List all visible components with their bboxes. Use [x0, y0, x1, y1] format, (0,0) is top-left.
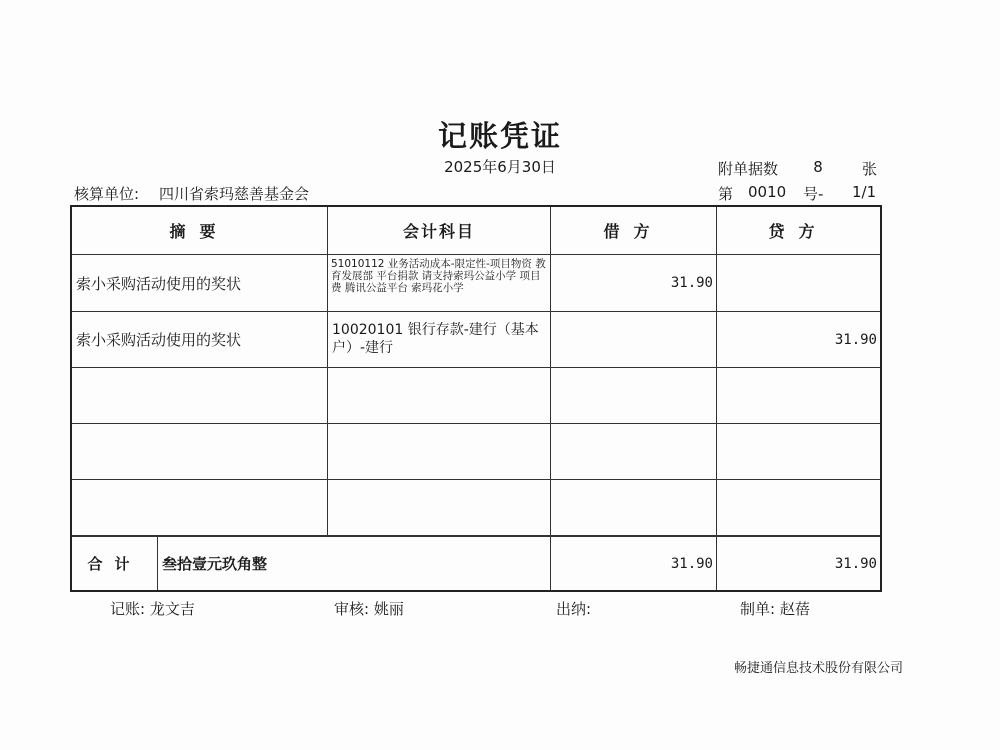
reviewer: 审核: 姚丽 [334, 600, 404, 618]
row-2-debit [551, 312, 716, 367]
row-divider [72, 367, 880, 368]
accounting-unit-name: 四川省索玛慈善基金会 [159, 185, 310, 203]
row-2-summary: 索小采购活动使用的奖状 [76, 331, 242, 349]
voucher-title: 记账凭证 [437, 119, 562, 153]
total-credit: 31.90 [834, 555, 877, 572]
attachments-label: 附单据数 [718, 160, 779, 178]
accounting-unit-label: 核算单位: [74, 185, 140, 203]
row-2-account: 10020101 银行存款-建行（基本户）-建行 [332, 322, 539, 356]
header-account: 会计科目 [402, 222, 475, 241]
voucher-date: 2025年6月30日 [444, 158, 556, 176]
header-summary: 摘要 [169, 222, 230, 241]
voucher-number: 0010 [748, 183, 787, 201]
row-1-credit [717, 255, 880, 311]
voucher-number-suffix: 号- [803, 185, 824, 203]
total-debit: 31.90 [670, 555, 713, 572]
voucher-page: 1/1 [852, 183, 877, 201]
row-2-credit: 31.90 [834, 331, 877, 348]
row-1-debit: 31.90 [670, 275, 713, 291]
preparer: 制单: 赵蓓 [740, 600, 810, 618]
total-label: 合计 [87, 555, 142, 573]
row-1-account: 51010112 业务活动成本-限定性-项目物资 教育发展部 平台捐款 请支持索玛公益小学 项目费 腾讯公益平台 索玛花小学 [331, 258, 546, 294]
attachments-unit: 张 [862, 160, 878, 178]
attachments-count: 8 [813, 158, 823, 176]
row-divider [72, 479, 880, 480]
cashier: 出纳: [556, 600, 592, 618]
row-1-summary: 索小采购活动使用的奖状 [76, 274, 242, 293]
bookkeeper: 记账: 龙文吉 [110, 600, 195, 618]
software-company: 畅捷通信息技术股份有限公司 [734, 661, 904, 676]
voucher-number-prefix: 第 [718, 185, 734, 203]
header-credit: 贷方 [768, 222, 829, 241]
voucher-table [70, 205, 882, 592]
row-divider [72, 423, 880, 424]
header-debit: 借方 [603, 222, 664, 241]
total-amount-words: 叁拾壹元玖角整 [162, 555, 268, 573]
